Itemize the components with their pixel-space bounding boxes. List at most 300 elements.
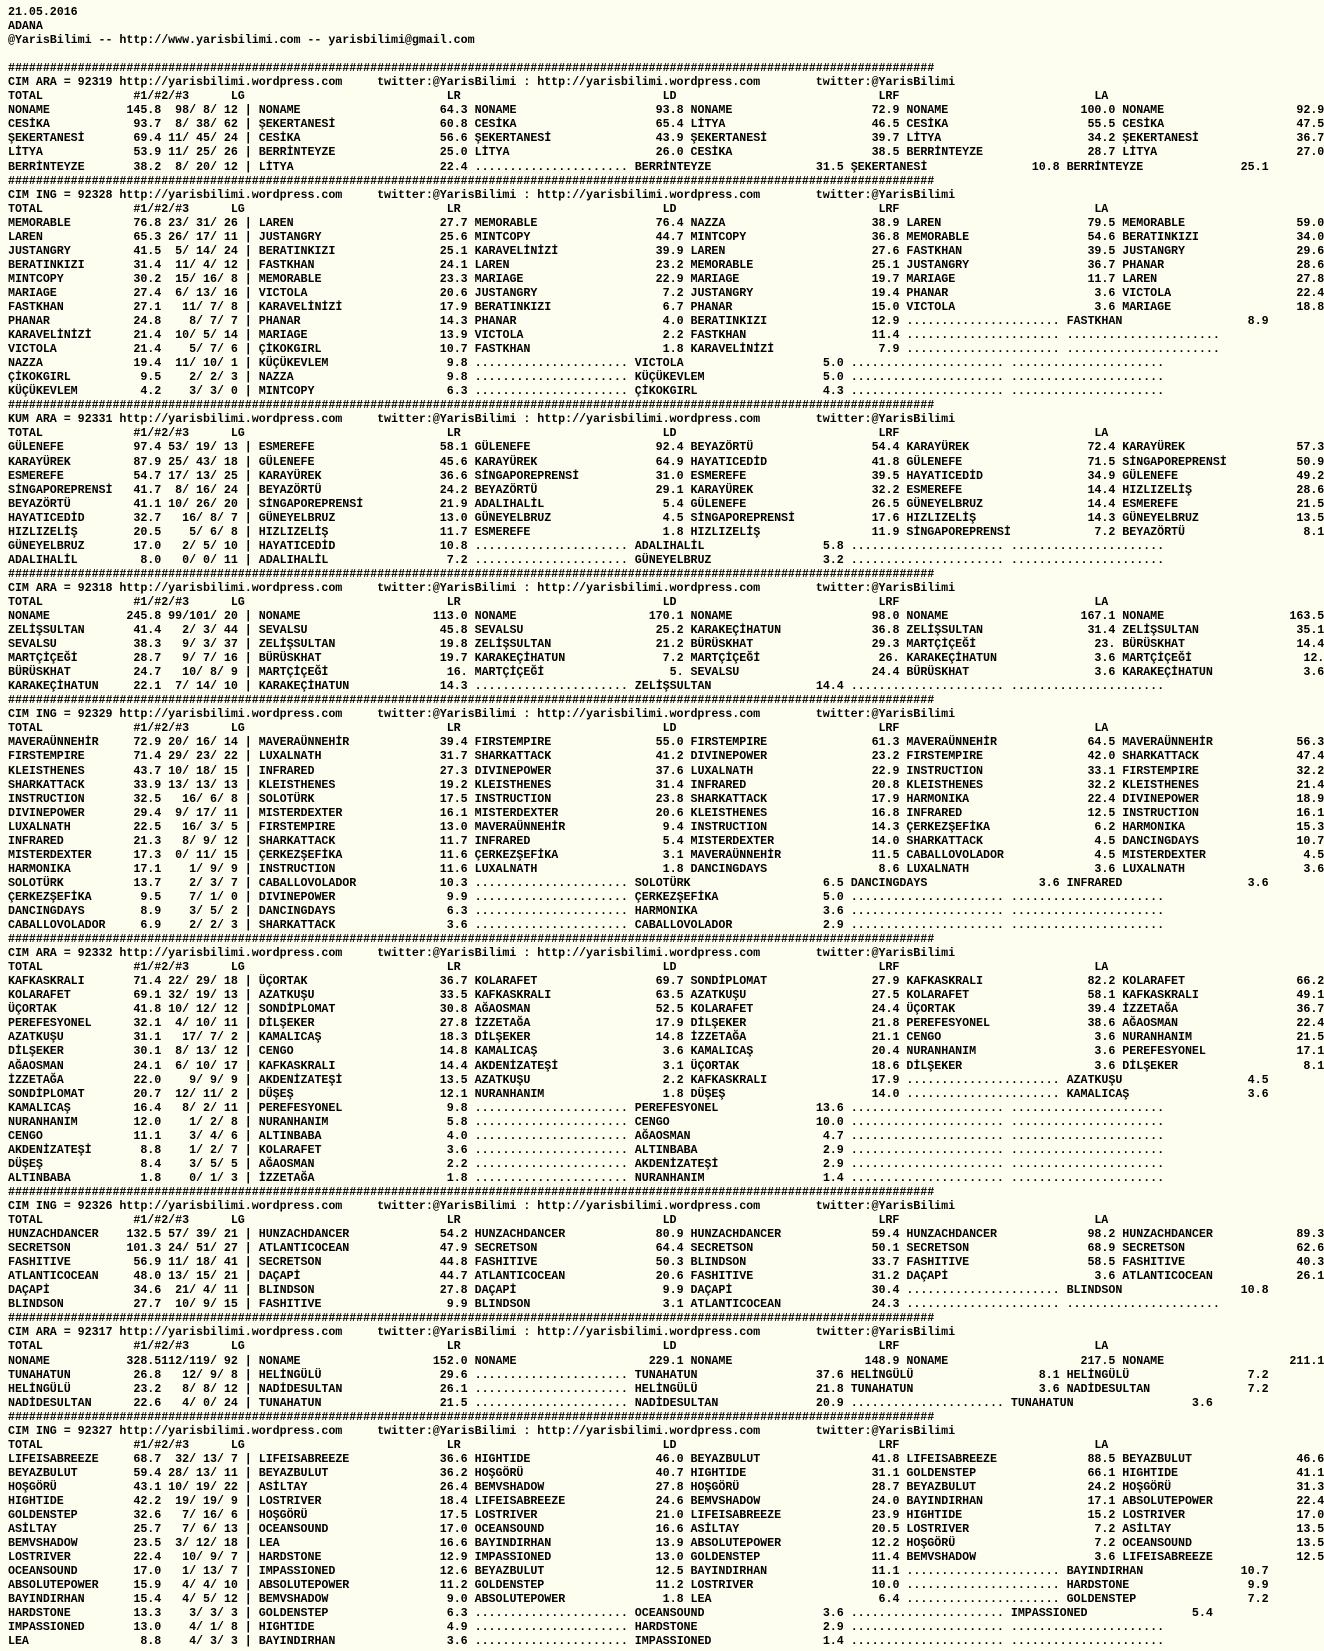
ld-horse: HUNZACHDANCER bbox=[690, 1227, 802, 1242]
split-ranks: 4/ 4/ 10 bbox=[161, 1578, 238, 1593]
ld-horse: MAVERAÜNNEHİR bbox=[690, 847, 802, 862]
lrf-horse: BEMVSHADOW bbox=[906, 1550, 1018, 1565]
lg-horse: BAYINDIRHAN bbox=[258, 1634, 371, 1649]
blog-link[interactable]: http://yarisbilimi.wordpress.com bbox=[119, 946, 343, 961]
split-ranks: 6/ 13/ 16 bbox=[161, 285, 238, 300]
split-ranks: 10/ 12/ 12 bbox=[161, 1002, 238, 1017]
lg-score: 9.9 bbox=[370, 889, 475, 904]
la-horse: ASİLTAY bbox=[1122, 1522, 1234, 1537]
lg-score: 7.2 bbox=[370, 552, 475, 567]
blank-line bbox=[8, 47, 1072, 61]
lg-horse: INFRARED bbox=[258, 763, 371, 778]
lg-score: 25.1 bbox=[370, 243, 475, 258]
ld-horse: GOLDENSTEP bbox=[690, 1550, 802, 1565]
blog-link[interactable]: http://yarisbilimi.wordpress.com bbox=[537, 707, 761, 722]
ld-horse: DANCINGDAYS bbox=[690, 861, 802, 876]
horse-name: HUNZACHDANCER bbox=[8, 1227, 120, 1242]
split-ranks: 10/ 9/ 7 bbox=[161, 1550, 238, 1565]
col-divider: | bbox=[237, 1353, 259, 1368]
blog-link[interactable]: http://yarisbilimi.wordpress.com bbox=[119, 580, 343, 595]
lr-empty: ...................... bbox=[474, 679, 635, 694]
blog-link[interactable]: http://yarisbilimi.wordpress.com bbox=[537, 580, 761, 595]
col-divider: | bbox=[237, 847, 259, 862]
lg-horse: BLINDSON bbox=[258, 1283, 371, 1298]
split-ranks: 8/ 7/ 7 bbox=[161, 314, 238, 329]
blog-link[interactable]: http://yarisbilimi.wordpress.com bbox=[537, 412, 761, 427]
ld-score: 24.4 bbox=[801, 665, 907, 680]
lrf-horse: HIZLIZELİŞ bbox=[906, 510, 1018, 525]
lrf-score: 39.4 bbox=[1017, 1002, 1123, 1017]
horse-name: FASHITIVE bbox=[8, 1255, 120, 1270]
horse-name: NONAME bbox=[8, 103, 120, 118]
lrf-score: 7.2 bbox=[1017, 1522, 1123, 1537]
result-row bbox=[8, 1606, 1213, 1621]
ld-horse: LUXALNATH bbox=[690, 763, 802, 778]
result-row bbox=[8, 819, 1324, 834]
lrf-score: 3.6 bbox=[962, 875, 1067, 890]
total-score: 24.1 bbox=[119, 1058, 162, 1073]
header-lr: LR bbox=[446, 594, 663, 609]
twitter-handle: twitter:@YarisBilimi bbox=[760, 75, 956, 90]
col-divider: | bbox=[237, 679, 259, 694]
lg-horse: NURANHANIM bbox=[258, 1114, 371, 1129]
blog-link[interactable]: http://yarisbilimi.wordpress.com bbox=[537, 187, 761, 202]
lrf-horse: KAFKASKRALI bbox=[906, 974, 1018, 989]
la-horse: LAREN bbox=[1122, 271, 1234, 286]
col-divider: | bbox=[237, 1493, 259, 1508]
lrf-horse: GÜLENEFE bbox=[906, 454, 1018, 469]
lrf-score: 98.2 bbox=[1017, 1227, 1123, 1242]
ld-score: 11.5 bbox=[801, 847, 907, 862]
lr-score: 37.6 bbox=[586, 763, 691, 778]
lr-horse: LİTYA bbox=[474, 145, 587, 160]
separator-line bbox=[8, 1185, 1072, 1199]
lrf-score: 38.6 bbox=[1017, 1016, 1123, 1031]
lr-score: 1.8 bbox=[586, 1086, 691, 1101]
blog-link[interactable]: http://yarisbilimi.wordpress.com bbox=[119, 1198, 343, 1213]
horse-name: GÜNEYELBRUZ bbox=[8, 538, 120, 553]
la-score: 8.1 bbox=[1233, 524, 1324, 539]
total-score: 48.0 bbox=[119, 1269, 162, 1284]
la-horse: İZZETAĞA bbox=[1122, 1002, 1234, 1017]
la-horse: HARDSTONE bbox=[1066, 1578, 1178, 1593]
split-ranks: 98/ 8/ 12 bbox=[161, 103, 238, 118]
result-row bbox=[8, 271, 1324, 286]
lg-score: 9.8 bbox=[370, 356, 475, 371]
lr-horse: HOŞGÖRÜ bbox=[474, 1465, 587, 1480]
lg-horse: PHANAR bbox=[258, 314, 371, 329]
header-la: LA bbox=[1094, 426, 1109, 441]
lg-score: 4.0 bbox=[370, 1128, 475, 1143]
lg-score: 18.3 bbox=[370, 1030, 475, 1045]
lg-score: 26.4 bbox=[370, 1479, 475, 1494]
la-empty: ...................... bbox=[1010, 1114, 1165, 1129]
result-row bbox=[8, 1381, 1269, 1396]
total-score: 101.3 bbox=[119, 1241, 162, 1256]
blog-link[interactable]: http://yarisbilimi.wordpress.com bbox=[119, 1325, 343, 1340]
split-ranks: 7/ 1/ 0 bbox=[161, 889, 238, 904]
header-lrf: LRF bbox=[878, 960, 1095, 975]
horse-name: CESİKA bbox=[8, 117, 120, 132]
la-score: 4.5 bbox=[1178, 1072, 1269, 1087]
horse-name: ÇERKEZŞEFİKA bbox=[8, 889, 120, 904]
horse-name: AĞAOSMAN bbox=[8, 1058, 120, 1073]
lr-empty: ...................... bbox=[474, 1100, 635, 1115]
horse-name: KAMALICAŞ bbox=[8, 1100, 120, 1115]
ld-score: 25.1 bbox=[801, 257, 907, 272]
lg-horse: LEA bbox=[258, 1536, 371, 1551]
result-row bbox=[8, 342, 1220, 357]
lr-empty: ...................... bbox=[474, 889, 635, 904]
twitter-handle: twitter:@YarisBilimi : bbox=[342, 946, 538, 961]
lg-score: 27.3 bbox=[370, 763, 475, 778]
lrf-horse: GÜNEYELBRUZ bbox=[906, 496, 1018, 511]
total-score: 41.4 bbox=[119, 623, 162, 638]
la-horse: BÜRÜSKHAT bbox=[1122, 637, 1234, 652]
split-ranks: 7/ 14/ 10 bbox=[161, 679, 238, 694]
lrf-score: 58.1 bbox=[1017, 988, 1123, 1003]
lr-score: 76.4 bbox=[586, 215, 691, 230]
lrf-empty: ...................... bbox=[850, 1114, 1011, 1129]
la-score: 14.4 bbox=[1233, 637, 1324, 652]
twitter-handle: twitter:@YarisBilimi : bbox=[342, 75, 538, 90]
split-ranks: 10/ 19/ 22 bbox=[161, 1479, 238, 1494]
ld-score: 46.5 bbox=[801, 117, 907, 132]
result-row bbox=[8, 103, 1324, 118]
lg-score: 13.0 bbox=[370, 510, 475, 525]
lrf-score: 3.6 bbox=[1017, 285, 1123, 300]
lg-score: 10.8 bbox=[370, 538, 475, 553]
la-score: 29.6 bbox=[1233, 243, 1324, 258]
lrf-empty: ...................... bbox=[906, 1072, 1067, 1087]
col-divider: | bbox=[237, 1255, 259, 1270]
lg-score: 152.0 bbox=[370, 1353, 475, 1368]
lrf-score: 66.1 bbox=[1017, 1465, 1123, 1480]
lrf-empty: ...................... bbox=[850, 1142, 1011, 1157]
horse-name: ZELİŞSULTAN bbox=[8, 623, 120, 638]
lr-horse: IMPASSIONED bbox=[474, 1550, 587, 1565]
result-row bbox=[8, 637, 1324, 652]
lr-horse: HIGHTIDE bbox=[474, 1451, 587, 1466]
result-row bbox=[8, 1255, 1324, 1270]
ld-score: 22.9 bbox=[801, 763, 907, 778]
la-score: 35.1 bbox=[1233, 623, 1324, 638]
split-ranks: 16/ 8/ 7 bbox=[161, 510, 238, 525]
result-row bbox=[8, 299, 1324, 314]
lrf-score: 7.2 bbox=[1017, 1536, 1123, 1551]
blog-link[interactable]: http://yarisbilimi.wordpress.com bbox=[537, 1325, 761, 1340]
lg-horse: SİNGAPOREPRENSİ bbox=[258, 496, 371, 511]
lr-horse: OCEANSOUND bbox=[474, 1522, 587, 1537]
ld-horse: LIFEISABREEZE bbox=[690, 1508, 802, 1523]
lr-horse: ŞEKERTANESİ bbox=[474, 131, 587, 146]
la-horse: NURANHANIM bbox=[1122, 1030, 1234, 1045]
la-empty: ...................... bbox=[1010, 384, 1165, 399]
lr-score: 9.9 bbox=[586, 1283, 691, 1298]
la-horse: CESİKA bbox=[1122, 117, 1234, 132]
result-row bbox=[8, 370, 1165, 385]
separator: ##################################################################################################################################### bbox=[8, 1311, 935, 1326]
lrf-horse: BERRİNTEYZE bbox=[906, 145, 1018, 160]
race-code: CIM ARA = 92332 bbox=[8, 946, 120, 961]
split-ranks: 32/ 19/ 13 bbox=[161, 988, 238, 1003]
result-row bbox=[8, 384, 1165, 399]
lrf-score: 3.6 bbox=[962, 1381, 1067, 1396]
ld-score: 14.0 bbox=[801, 1086, 907, 1101]
lg-horse: ÜÇORTAK bbox=[258, 974, 371, 989]
ld-score: 31.2 bbox=[801, 1269, 907, 1284]
col-divider: | bbox=[237, 805, 259, 820]
lr-score: 5.4 bbox=[586, 496, 691, 511]
split-ranks: 17/ 13/ 25 bbox=[161, 468, 238, 483]
la-horse: VICTOLA bbox=[1122, 285, 1234, 300]
split-ranks: 11/ 7/ 8 bbox=[161, 299, 238, 314]
lg-score: 25.6 bbox=[370, 229, 475, 244]
la-score: 36.7 bbox=[1233, 1002, 1324, 1017]
twitter-handle: twitter:@YarisBilimi bbox=[760, 1198, 956, 1213]
result-row bbox=[8, 1142, 1165, 1157]
lrf-horse: MARIAGE bbox=[906, 271, 1018, 286]
ld-horse: BÜRÜSKHAT bbox=[690, 637, 802, 652]
header-la: LA bbox=[1094, 721, 1109, 736]
ld-horse: LİTYA bbox=[690, 117, 802, 132]
la-score: 3.6 bbox=[1233, 861, 1324, 876]
ld-score: 4.3 bbox=[746, 384, 851, 399]
separator: ##################################################################################################################################### bbox=[8, 173, 935, 188]
blog-link[interactable]: http://yarisbilimi.wordpress.com bbox=[119, 187, 343, 202]
lg-score: 17.5 bbox=[370, 1508, 475, 1523]
total-score: 21.4 bbox=[119, 342, 162, 357]
ld-score: 2.9 bbox=[746, 918, 851, 933]
ld-score: 72.9 bbox=[801, 103, 907, 118]
lg-horse: DIVINEPOWER bbox=[258, 889, 371, 904]
la-score: 163.5 bbox=[1233, 609, 1324, 624]
lg-score: 14.4 bbox=[370, 1058, 475, 1073]
blog-link[interactable]: http://yarisbilimi.wordpress.com bbox=[119, 1423, 343, 1438]
la-horse: HIZLIZELİŞ bbox=[1122, 482, 1234, 497]
lg-horse: VICTOLA bbox=[258, 285, 371, 300]
lrf-empty: ...................... bbox=[850, 384, 1011, 399]
twitter-handle: twitter:@YarisBilimi bbox=[760, 187, 956, 202]
lrf-score: 24.2 bbox=[1017, 1479, 1123, 1494]
lr-horse: MEMORABLE bbox=[474, 215, 587, 230]
result-row bbox=[8, 1241, 1324, 1256]
la-horse: FASTKHAN bbox=[1066, 314, 1178, 329]
horse-name: HELİNGÜLÜ bbox=[8, 1381, 120, 1396]
result-row bbox=[8, 974, 1324, 989]
blog-link[interactable]: http://yarisbilimi.wordpress.com bbox=[119, 412, 343, 427]
la-score: 10.7 bbox=[1233, 833, 1324, 848]
result-row bbox=[8, 791, 1324, 806]
header-ld: LD bbox=[662, 201, 879, 216]
result-row bbox=[8, 1058, 1324, 1073]
lr-score: 12.5 bbox=[586, 1564, 691, 1579]
split-ranks: 26/ 17/ 11 bbox=[161, 229, 238, 244]
la-score: 28.6 bbox=[1233, 482, 1324, 497]
lrf-horse: DİLŞEKER bbox=[906, 1058, 1018, 1073]
lrf-empty: ...................... bbox=[906, 328, 1067, 343]
lg-horse: JUSTANGRY bbox=[258, 229, 371, 244]
result-row bbox=[8, 665, 1324, 680]
ld-score: 11.4 bbox=[801, 1550, 907, 1565]
race-code: CIM ARA = 92318 bbox=[8, 580, 120, 595]
ld-score: 14.3 bbox=[801, 819, 907, 834]
lg-horse: SHARKATTACK bbox=[258, 833, 371, 848]
la-horse: PHANAR bbox=[1122, 257, 1234, 272]
horse-name: ATLANTICOCEAN bbox=[8, 1269, 120, 1284]
la-score: 28.6 bbox=[1233, 257, 1324, 272]
col-divider: | bbox=[237, 117, 259, 132]
lr-horse: CESİKA bbox=[474, 117, 587, 132]
la-horse: KLEISTHENES bbox=[1122, 777, 1234, 792]
la-horse: HELİNGÜLÜ bbox=[1066, 1367, 1178, 1382]
ld-horse: NONAME bbox=[690, 103, 802, 118]
blog-link[interactable]: http://yarisbilimi.wordpress.com bbox=[537, 1198, 761, 1213]
col-divider: | bbox=[237, 609, 259, 624]
header-lg: LG bbox=[230, 89, 447, 104]
ld-horse: NAZZA bbox=[690, 215, 802, 230]
total-score: 41.5 bbox=[119, 243, 162, 258]
lg-score: 19.7 bbox=[370, 651, 475, 666]
lr-horse: BEYAZÖRTÜ bbox=[474, 482, 587, 497]
total-score: 31.4 bbox=[119, 257, 162, 272]
ld-horse: KARAYÜREK bbox=[690, 482, 802, 497]
lrf-horse: INSTRUCTION bbox=[906, 763, 1018, 778]
ld-score: 54.4 bbox=[801, 440, 907, 455]
lr-score: 3.6 bbox=[586, 1044, 691, 1059]
split-ranks: 9/ 3/ 37 bbox=[161, 637, 238, 652]
result-row bbox=[8, 833, 1324, 848]
horse-name: SECRETSON bbox=[8, 1241, 120, 1256]
total-score: 30.2 bbox=[119, 271, 162, 286]
lrf-horse: CABALLOVOLADOR bbox=[906, 847, 1018, 862]
ld-horse: ÇİKOKGIRL bbox=[634, 384, 747, 399]
col-divider: | bbox=[237, 974, 259, 989]
lr-score: 11.2 bbox=[586, 1578, 691, 1593]
lr-horse: SECRETSON bbox=[474, 1241, 587, 1256]
blog-link[interactable]: http://yarisbilimi.wordpress.com bbox=[119, 707, 343, 722]
result-row bbox=[8, 552, 1165, 567]
lr-score: 41.2 bbox=[586, 749, 691, 764]
header-lr: LR bbox=[446, 721, 663, 736]
lrf-empty: ...................... bbox=[850, 1634, 1011, 1649]
lr-horse: ÇERKEZŞEFİKA bbox=[474, 847, 587, 862]
la-horse: LUXALNATH bbox=[1122, 861, 1234, 876]
la-empty: ...................... bbox=[1010, 1128, 1165, 1143]
lr-horse: INFRARED bbox=[474, 833, 587, 848]
lg-score: 31.7 bbox=[370, 749, 475, 764]
lg-horse: CABALLOVOLADOR bbox=[258, 875, 371, 890]
header-la: LA bbox=[1094, 1437, 1109, 1452]
ld-score: 1.4 bbox=[746, 1634, 851, 1649]
blog-link[interactable]: http://yarisbilimi.wordpress.com bbox=[119, 75, 343, 90]
lrf-empty: ...................... bbox=[850, 552, 1011, 567]
lg-horse: INSTRUCTION bbox=[258, 861, 371, 876]
lg-score: 30.8 bbox=[370, 1002, 475, 1017]
total-score: 31.1 bbox=[119, 1030, 162, 1045]
result-row bbox=[8, 524, 1324, 539]
total-score: 71.4 bbox=[119, 974, 162, 989]
split-ranks: 11/ 18/ 41 bbox=[161, 1255, 238, 1270]
split-ranks: 10/ 26/ 20 bbox=[161, 496, 238, 511]
lrf-empty: ...................... bbox=[850, 1606, 1011, 1621]
lrf-horse: PHANAR bbox=[906, 285, 1018, 300]
split-ranks: 2/ 2/ 3 bbox=[161, 370, 238, 385]
la-score: 22.4 bbox=[1233, 285, 1324, 300]
lg-horse: GOLDENSTEP bbox=[258, 1606, 371, 1621]
ld-horse: MARTÇİÇEĞİ bbox=[690, 651, 802, 666]
ld-horse: FIRSTEMPIRE bbox=[690, 735, 802, 750]
col-divider: | bbox=[237, 131, 259, 146]
lg-score: 24.1 bbox=[370, 257, 475, 272]
split-ranks: 3/ 3/ 3 bbox=[161, 1606, 238, 1621]
col-divider: | bbox=[237, 1128, 259, 1143]
split-ranks: 12/ 11/ 2 bbox=[161, 1086, 238, 1101]
total-score: 43.1 bbox=[119, 1479, 162, 1494]
result-row bbox=[8, 623, 1324, 638]
lg-score: 14.3 bbox=[370, 314, 475, 329]
la-score: 27.0 bbox=[1233, 145, 1324, 160]
total-score: 30.1 bbox=[119, 1044, 162, 1059]
separator: ##################################################################################################################################### bbox=[8, 693, 935, 708]
la-score: 211.1 bbox=[1233, 1353, 1324, 1368]
date-text: 21.05.2016 bbox=[8, 5, 78, 19]
blog-link[interactable]: http://yarisbilimi.wordpress.com bbox=[537, 75, 761, 90]
lrf-score: 4.5 bbox=[1017, 833, 1123, 848]
split-ranks: 2/ 3/ 44 bbox=[161, 623, 238, 638]
lrf-score: 8.1 bbox=[962, 1367, 1067, 1382]
lrf-empty: ...................... bbox=[906, 1086, 1067, 1101]
horse-name: SONDİPLOMAT bbox=[8, 1086, 120, 1101]
horse-name: HOŞGÖRÜ bbox=[8, 1479, 120, 1494]
lg-horse: ALTINBABA bbox=[258, 1128, 371, 1143]
lrf-empty: ...................... bbox=[906, 1578, 1067, 1593]
total-score: 13.3 bbox=[119, 1606, 162, 1621]
ld-score: 21.8 bbox=[746, 1381, 851, 1396]
horse-name: SEVALSU bbox=[8, 637, 120, 652]
lg-horse: DÜŞEŞ bbox=[258, 1086, 371, 1101]
split-ranks: 13/ 15/ 21 bbox=[161, 1269, 238, 1284]
ld-horse: ALTINBABA bbox=[634, 1142, 747, 1157]
blog-link[interactable]: http://yarisbilimi.wordpress.com bbox=[537, 946, 761, 961]
lg-score: 27.8 bbox=[370, 1016, 475, 1031]
lg-score: 6.3 bbox=[370, 1606, 475, 1621]
ld-horse: ÜÇORTAK bbox=[690, 1058, 802, 1073]
lrf-horse: TUNAHATUN bbox=[850, 1381, 963, 1396]
horse-name: PHANAR bbox=[8, 314, 120, 329]
lr-score: 229.1 bbox=[586, 1353, 691, 1368]
lg-horse: KÜÇÜKEVLEM bbox=[258, 356, 371, 371]
separator-line bbox=[8, 398, 1072, 412]
lr-score: 1.8 bbox=[586, 342, 691, 357]
lr-empty: ...................... bbox=[474, 1156, 635, 1171]
horse-name: MISTERDEXTER bbox=[8, 847, 120, 862]
blog-link[interactable]: http://yarisbilimi.wordpress.com bbox=[537, 1423, 761, 1438]
split-ranks: 3/ 12/ 18 bbox=[161, 1536, 238, 1551]
la-horse: NONAME bbox=[1122, 609, 1234, 624]
result-row bbox=[8, 159, 1269, 174]
split-ranks: 2/ 2/ 3 bbox=[161, 918, 238, 933]
la-horse: AĞAOSMAN bbox=[1122, 1016, 1234, 1031]
lrf-horse: HAYATICEDİD bbox=[906, 468, 1018, 483]
horse-name: ALTINBABA bbox=[8, 1170, 120, 1185]
split-ranks: 4/ 0/ 24 bbox=[161, 1395, 238, 1410]
total-score: 69.4 bbox=[119, 131, 162, 146]
lrf-empty: ...................... bbox=[850, 370, 1011, 385]
horse-name: OCEANSOUND bbox=[8, 1564, 120, 1579]
header-lg: LG bbox=[230, 426, 447, 441]
lr-score: 3.1 bbox=[586, 1058, 691, 1073]
